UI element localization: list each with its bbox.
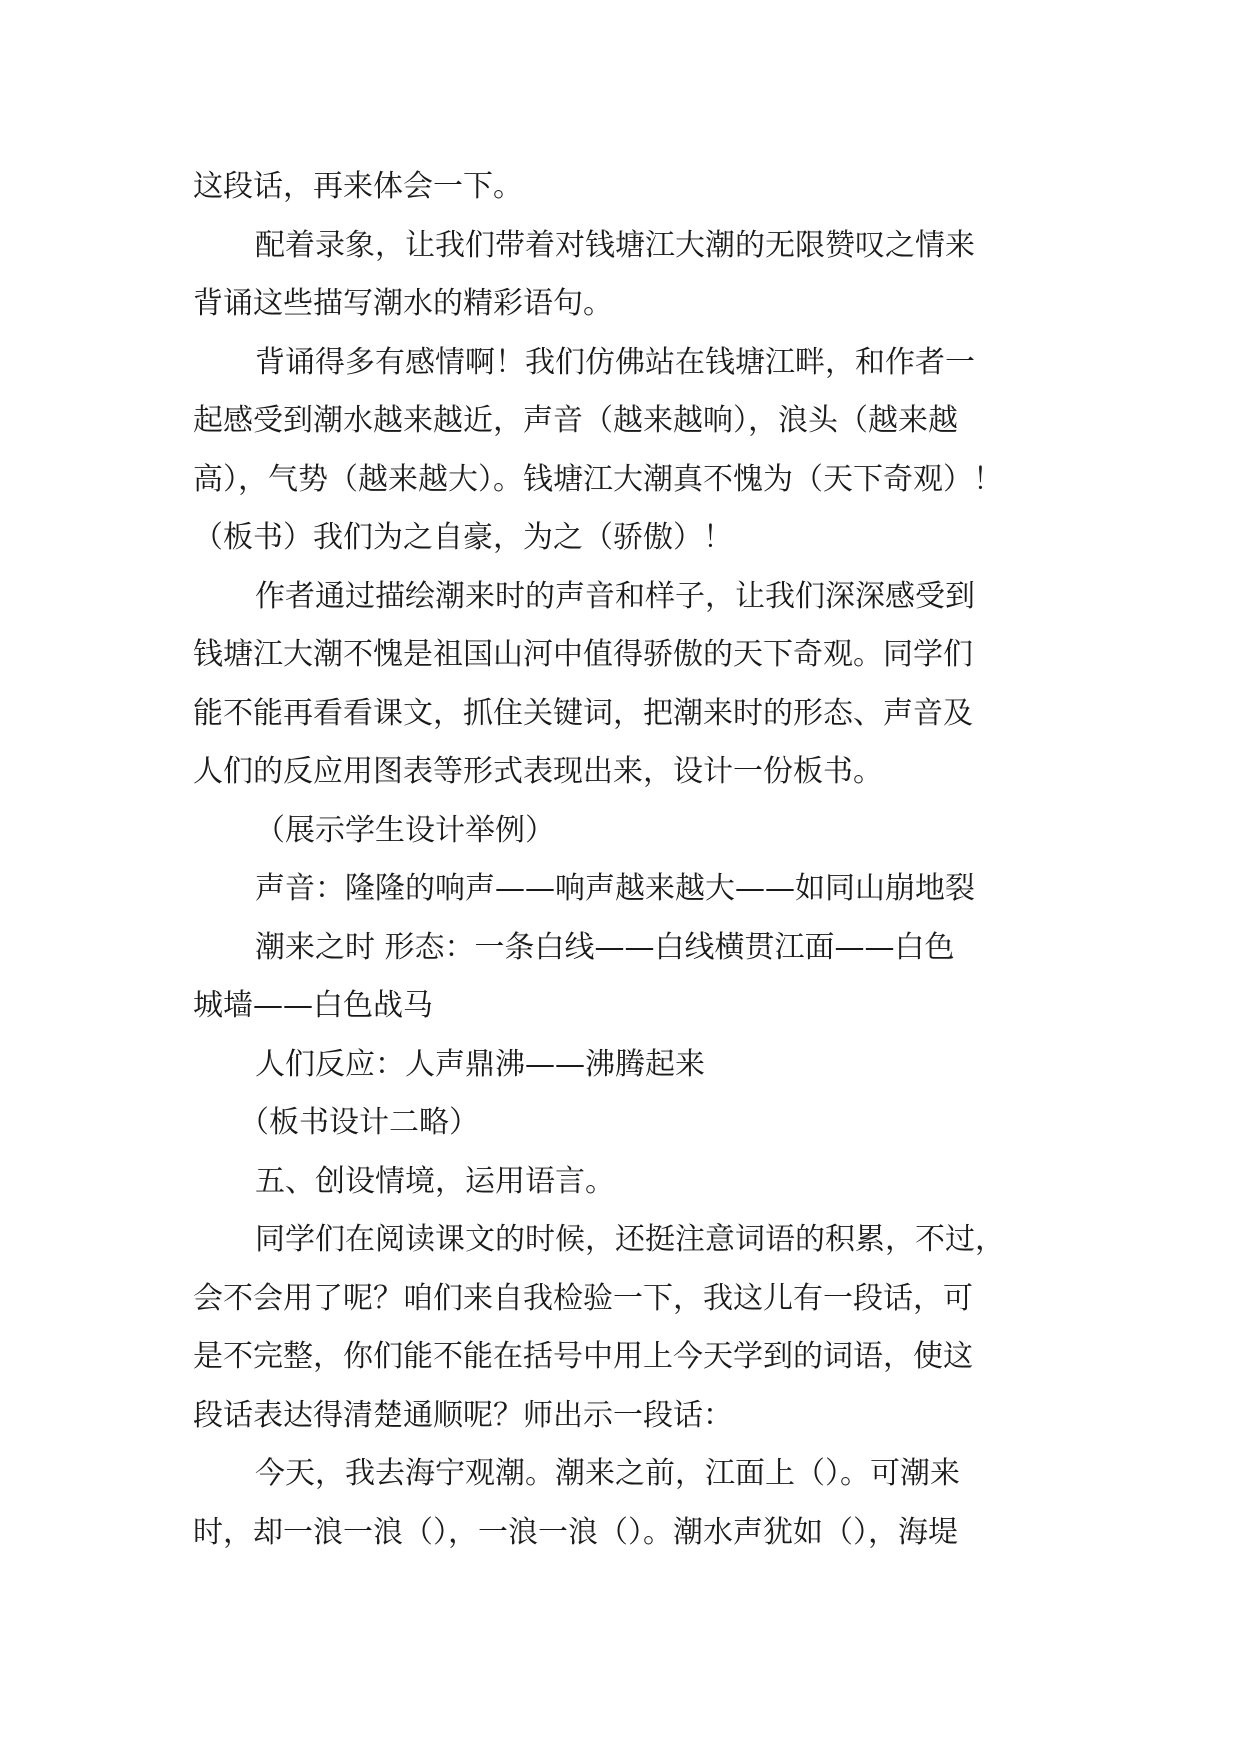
section-heading: 五、创设情境，运用语言。 — [255, 1163, 615, 1199]
text-line: 段话表达得清楚通顺呢？师出示一段话： — [193, 1397, 733, 1433]
text-line: 声音：隆隆的响声——响声越来越大——如同山崩地裂 — [255, 871, 975, 906]
text-line: 这段话，再来体会一下。 — [193, 169, 523, 204]
text-line: 是不完整，你们能不能在括号中用上今天学到的词语，使这 — [193, 1339, 973, 1374]
text-line: 城墙——白色战马 — [193, 988, 433, 1023]
text-line: 今天，我去海宁观潮。潮来之前，江面上（）。可潮来 — [255, 1456, 960, 1491]
text-line: 潮来之时 形态：一条白线——白线横贯江面——白色 — [255, 929, 955, 965]
text-line: 钱塘江大潮不愧是祖国山河中值得骄傲的天下奇观。同学们 — [193, 637, 973, 672]
text-line: 背诵得多有感情啊！我们仿佛站在钱塘江畔，和作者一 — [255, 344, 975, 380]
text-line: （板书设计二略） — [239, 1105, 479, 1140]
text-line: 人们的反应用图表等形式表现出来，设计一份板书。 — [193, 754, 883, 789]
text-line: 时，却一浪一浪（），一浪一浪（）。潮水声犹如（），海堤 — [193, 1514, 958, 1550]
text-line: 配着录象，让我们带着对钱塘江大潮的无限赞叹之情来 — [255, 227, 975, 263]
text-line: 作者通过描绘潮来时的声音和样子，让我们深深感受到 — [255, 578, 975, 614]
text-line: （板书）我们为之自豪，为之（骄傲）！ — [193, 520, 733, 555]
text-line: 背诵这些描写潮水的精彩语句。 — [193, 286, 613, 321]
document-body — [193, 158, 1053, 1562]
text-line: （展示学生设计举例） — [255, 812, 555, 848]
text-line: 能不能再看看课文，抓住关键词，把潮来时的形态、声音及 — [193, 695, 973, 731]
text-line: 高），气势（越来越大）。钱塘江大潮真不愧为（天下奇观）！ — [193, 461, 1003, 497]
text-line: 人们反应：人声鼎沸——沸腾起来 — [255, 1046, 705, 1082]
text-line: 同学们在阅读课文的时候，还挺注意词语的积累，不过， — [255, 1222, 1005, 1257]
text-line: 起感受到潮水越来越近，声音（越来越响），浪头（越来越 — [193, 403, 958, 438]
text-line: 会不会用了呢？咱们来自我检验一下，我这儿有一段话，可 — [193, 1280, 973, 1316]
